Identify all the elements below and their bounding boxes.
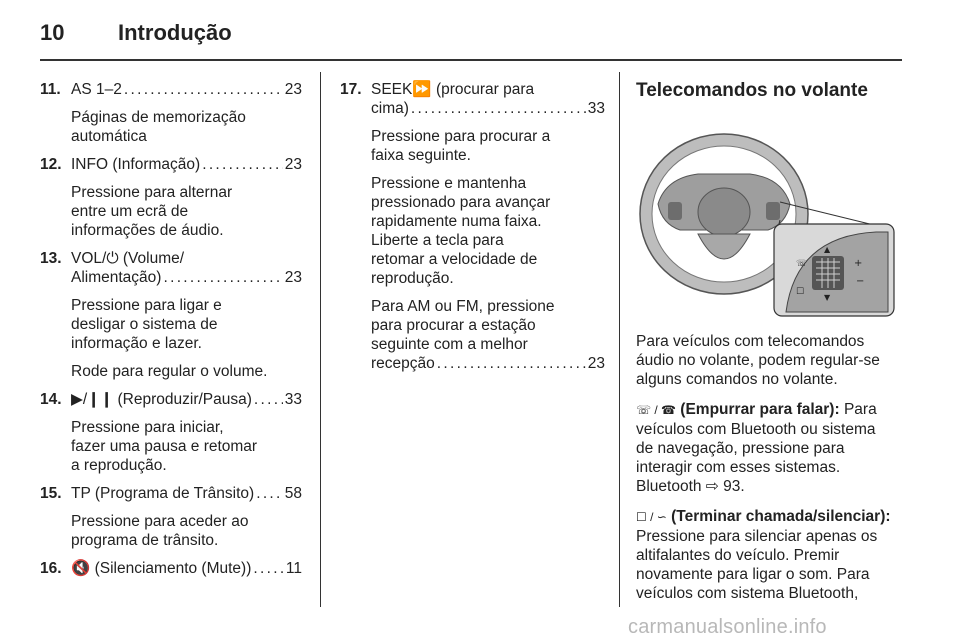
list-item xyxy=(40,249,302,381)
page-ref[interactable]: 11 xyxy=(285,560,302,577)
paragraph-line: alguns comandos no volante. xyxy=(636,371,838,388)
svg-text:−: − xyxy=(856,276,865,287)
steering-wheel-illustration xyxy=(636,116,898,321)
paragraph-line: novamente para ligar o som. Para xyxy=(636,566,870,583)
paragraph-line: interagir com esses sistemas. xyxy=(636,459,841,476)
item-number: 17. xyxy=(340,81,362,98)
watermark: carmanualsonline.info xyxy=(628,616,827,638)
item-desc: programa de trânsito. xyxy=(71,532,219,549)
item-desc: Para AM ou FM, pressione xyxy=(371,298,555,315)
page-header xyxy=(40,20,900,56)
end-call-paragraph xyxy=(636,507,904,603)
item-desc: Liberte a tecla para xyxy=(371,232,504,249)
item-desc: Pressione e mantenha xyxy=(371,175,527,192)
paragraph-line: veículos com Bluetooth ou sistema xyxy=(636,421,876,438)
item-label: Alimentação) xyxy=(71,269,162,286)
item-label: SEEK⏩ (procurar para xyxy=(371,81,535,98)
push-to-talk-icon: ☏ / ☎ xyxy=(636,403,676,417)
list-item xyxy=(340,80,605,373)
item-number: 14. xyxy=(40,391,62,408)
paragraph-line: Para veículos com telecomandos xyxy=(636,333,865,350)
item-label: INFO (Informação) xyxy=(71,156,201,173)
item-number: 11. xyxy=(40,81,61,98)
item-desc: fazer uma pausa e retomar xyxy=(71,438,258,455)
item-label: 🔇 (Silenciamento (Mute)) xyxy=(71,560,252,577)
item-label: TP (Programa de Trânsito) xyxy=(71,485,255,502)
item-desc: Pressione para iniciar, xyxy=(71,419,224,436)
item-number: 12. xyxy=(40,156,62,173)
item-desc: seguinte com a melhor xyxy=(371,336,528,353)
item-desc: desligar o sistema de xyxy=(71,316,218,333)
page-ref[interactable]: 33 xyxy=(284,391,302,408)
column-divider xyxy=(619,72,620,607)
item-desc: informação e lazer. xyxy=(71,335,202,352)
paragraph-text: Para xyxy=(843,401,877,418)
page-number: 10 xyxy=(40,20,65,45)
column-divider xyxy=(320,72,321,607)
item-number: 16. xyxy=(40,560,62,577)
list-item xyxy=(40,559,302,578)
paragraph-line: altifalantes do veículo. Premir xyxy=(636,547,840,564)
header-rule xyxy=(40,59,902,61)
item-desc: informações de áudio. xyxy=(71,222,224,239)
item-desc: Pressione para ligar e xyxy=(71,297,222,314)
intro-paragraph xyxy=(636,332,904,389)
page-ref[interactable]: 58 xyxy=(284,485,302,502)
item-desc: rapidamente numa faixa. xyxy=(371,213,542,230)
item-number: 15. xyxy=(40,485,62,502)
item-desc: pressionado para avançar xyxy=(371,194,551,211)
paragraph-line: de navegação, pressione para xyxy=(636,440,845,457)
paragraph-line: Pressione para silenciar apenas os xyxy=(636,528,878,545)
item-desc: retomar a velocidade de xyxy=(371,251,538,268)
item-desc: a reprodução. xyxy=(71,457,167,474)
item-desc: recepção xyxy=(371,355,435,372)
paragraph-line: áudio no volante, podem regular-se xyxy=(636,352,880,369)
item-desc: faixa seguinte. xyxy=(371,147,471,164)
item-desc: reprodução. xyxy=(371,270,454,287)
item-desc: Pressione para aceder ao xyxy=(71,513,249,530)
list-item xyxy=(40,484,302,550)
list-item xyxy=(40,390,302,475)
item-desc: Pressione para procurar a xyxy=(371,128,551,145)
svg-text:+: + xyxy=(854,258,863,269)
page-ref[interactable]: 23 xyxy=(587,355,605,372)
end-call-icon: ☐ / ∽ xyxy=(636,510,667,524)
item-label: ▶/❙❙ (Reproduzir/Pausa) xyxy=(71,391,252,408)
item-label: VOL/⏻ (Volume/ xyxy=(71,250,185,267)
column-2 xyxy=(340,80,605,373)
item-label: AS 1–2 xyxy=(71,81,122,98)
svg-text:☐: ☐ xyxy=(796,287,805,297)
page-ref[interactable]: 23 xyxy=(284,156,302,173)
column-1 xyxy=(40,80,302,578)
item-desc: Pressione para alternar xyxy=(71,184,233,201)
column-3 xyxy=(636,80,904,603)
steering-wheel-icon xyxy=(636,116,898,321)
item-desc: para procurar a estação xyxy=(371,317,536,334)
push-to-talk-paragraph xyxy=(636,400,904,496)
page-title: Introdução xyxy=(118,20,232,45)
svg-text:▼: ▼ xyxy=(824,293,831,302)
item-desc: automática xyxy=(71,128,147,145)
item-number: 13. xyxy=(40,250,62,267)
section-title: Telecomandos no volante xyxy=(636,80,868,101)
item-desc: entre um ecrã de xyxy=(71,203,189,220)
paragraph-line: veículos com sistema Bluetooth, xyxy=(636,585,859,602)
page-ref[interactable]: 33 xyxy=(587,100,605,117)
list-item xyxy=(40,155,302,240)
cross-reference[interactable]: Bluetooth ⇨ 93. xyxy=(636,478,745,495)
page-ref[interactable]: 23 xyxy=(284,269,302,286)
list-item xyxy=(40,80,302,146)
push-to-talk-label: (Empurrar para falar): xyxy=(680,401,840,418)
item-label: cima) xyxy=(371,100,409,117)
svg-text:▲: ▲ xyxy=(824,245,831,254)
end-call-label: (Terminar chamada/silenciar): xyxy=(671,508,891,525)
page-ref[interactable]: 23 xyxy=(284,81,302,98)
svg-text:☏: ☏ xyxy=(796,259,808,269)
item-desc: Páginas de memorização xyxy=(71,109,246,126)
item-desc: Rode para regular o volume. xyxy=(71,363,268,380)
